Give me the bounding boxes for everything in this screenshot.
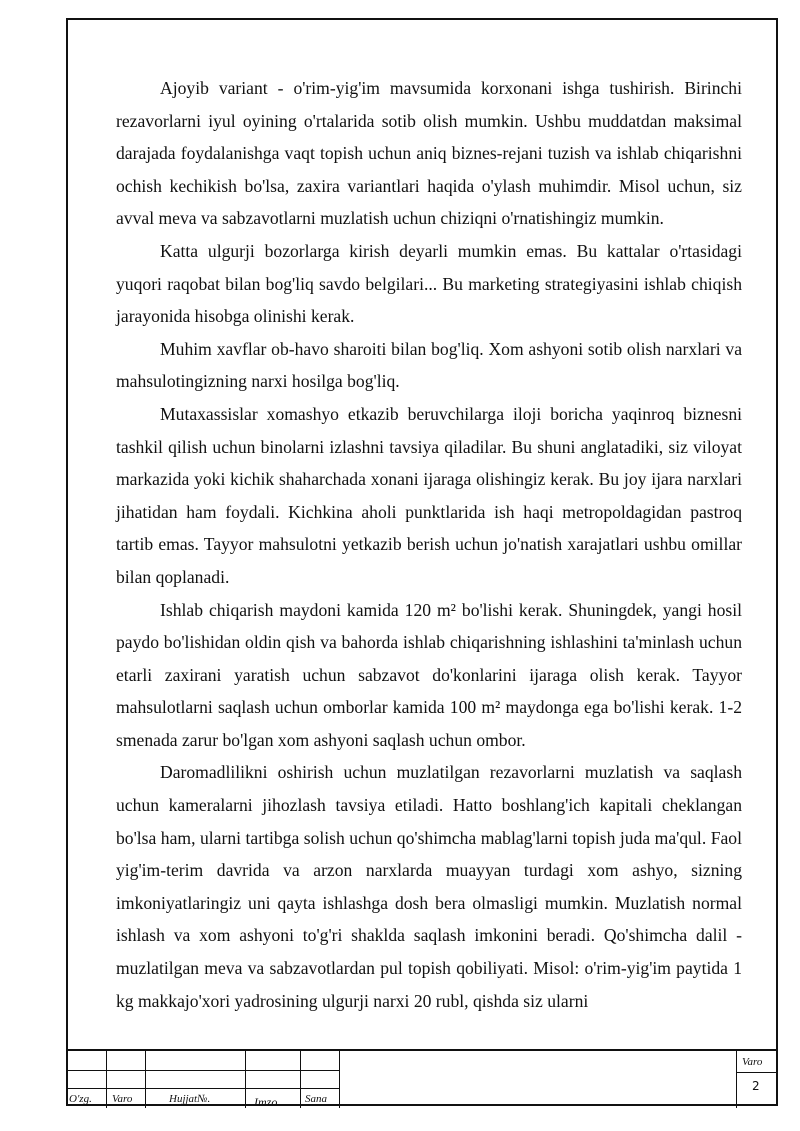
grid-divider xyxy=(736,1072,778,1073)
grid-divider xyxy=(339,1051,340,1108)
grid-divider xyxy=(66,1070,339,1071)
paragraph: Muhim xavflar ob-havo sharoiti bilan bog'liq. Xom ashyoni sotib olish narxlari va mahsulotingizning narxi hosilga bog'liq. xyxy=(116,338,742,392)
paragraph: Katta ulgurji bozorlarga kirish deyarli mumkin emas. Bu kattalar o'rtasidagi yuqori raqobat bilan bog'liq savdo belgilari... Bu marketing strategiyasini ishlab chiqish jarayonida hisobga olinishi kerak. xyxy=(116,240,742,327)
grid-divider xyxy=(106,1051,107,1108)
imzo-label: Imzo xyxy=(254,1095,278,1109)
paragraph: Mutaxassislar xomashyo etkazib beruvchilarga iloji boricha yaqinroq biznesni tashkil qilish uchun binolarni izlashni tavsiya qiladilar. Bu shuni anglatadiki, siz viloyat markazida yoki kichik shaharchada xonani ijaraga olishingiz kerak. Bu joy ijara narxlari jihatidan ham foydali. Kichkina aholi punktlarida ish haqi metropoldagidan pastroq tartib emas. Tayyor mahsulotni yetkazib berish uchun jo'natish xarajatlari ushbu omillar bilan qoplanadi. xyxy=(116,403,742,587)
title-block xyxy=(66,1049,778,1108)
hujjat-label: Hujjat№. xyxy=(169,1093,211,1105)
grid-divider xyxy=(736,1051,737,1108)
sheet-label: Varo xyxy=(742,1056,763,1068)
grid-divider xyxy=(245,1051,246,1108)
grid-divider xyxy=(66,1088,339,1089)
ozg-label: O'zg. xyxy=(69,1093,92,1105)
grid-divider xyxy=(300,1051,301,1108)
sana-label: Sana xyxy=(305,1093,327,1105)
paragraph: Daromadlilikni oshirish uchun muzlatilgan rezavorlarni muzlatish va saqlash uchun kameralarni jihozlash tavsiya etiladi. Hatto boshlang'ich kapitali cheklangan bo'lsa ham, ularni tartibga solish uchun qo'shimcha mablag'larni topish juda ma'qul. Faol yig'im-terim davrida va arzon narxlarda muayyan turdagi xom ashyo, sizning imkoniyatlaringiz uni qayta ishlashga dosh bera olmasligi mumkin. Muzlatish normal ishlash va xom ashyoni to'g'ri shaklda saqlash imkonini beradi. Qo'shimcha dalil - muzlatilgan meva va sabzavotlardan pul topish qobiliyati. Misol: o'rim-yig'im paytida 1 kg makkajo'xori yadrosining ulgurji narxi 20 rubl, qishda siz ularni xyxy=(116,762,742,1011)
varo-label: Varo xyxy=(112,1093,133,1105)
grid-divider xyxy=(145,1051,146,1108)
paragraph: Ajoyib variant - o'rim-yig'im mavsumida korxonani ishga tushirish. Birinchi rezavorlarni iyul oyining o'rtalarida sotib olish mumkin. Ushbu muddatdan maksimal darajada foydalanishga vaqt topish uchun aniq biznes-rejani tuzish va ishlab chiqarishni ochish kechikish bo'lsa, zaxira variantlari haqida o'ylash muhimdir. Misol uchun, siz avval meva va sabzavotlarni muzlatish uchun chiziqni o'rnatishingiz mumkin. xyxy=(116,78,742,229)
page-number: 2 xyxy=(752,1079,760,1093)
paragraph: Ishlab chiqarish maydoni kamida 120 m² bo'lishi kerak. Shuningdek, yangi hosil paydo bo'lishidan oldin qish va bahorda ishlab chiqarishning ishlashini ta'minlash uchun etarli zaxirani yaratish uchun sabzavot do'konlarini ijaraga olish kerak. Tayyor mahsulotlarni saqlash uchun omborlar kamida 100 m² maydonga ega bo'lishi kerak. 1-2 smenada zarur bo'lgan xom ashyoni saqlash uchun ombor. xyxy=(116,599,742,750)
document-body xyxy=(116,72,742,1017)
